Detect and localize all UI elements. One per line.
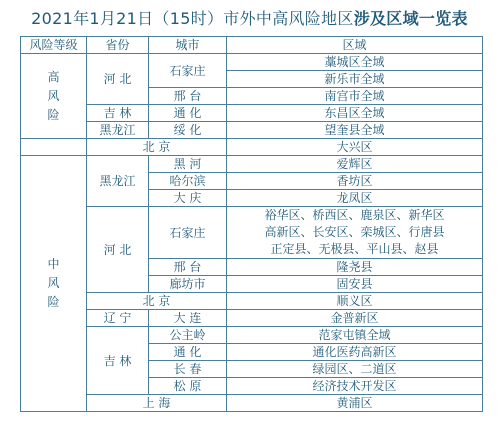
level-continuation-cell	[21, 139, 87, 156]
city-cell: 哈尔滨	[149, 173, 227, 190]
area-line: 高新区、长安区、栾城区、行唐县	[264, 225, 445, 239]
province-cell: 河 北	[87, 54, 149, 105]
area-cell: 黄浦区	[227, 395, 483, 412]
table-row	[21, 54, 483, 71]
title-prefix: 2021年1月21日（15时）市外中高风险地区	[31, 9, 354, 28]
table-row	[21, 293, 483, 310]
city-cell: 廊坊市	[149, 276, 227, 293]
city-cell: 长 春	[149, 361, 227, 378]
province-cell: 吉 林	[87, 105, 149, 122]
header-province: 省份	[87, 37, 149, 54]
city-cell: 黑 河	[149, 156, 227, 173]
province-cell: 黑龙江	[87, 122, 149, 139]
table-row	[21, 310, 483, 327]
table-row	[21, 207, 483, 259]
province-cell: 吉 林	[87, 327, 149, 395]
area-cell: 藁城区全域	[227, 54, 483, 71]
header-city: 城市	[149, 37, 227, 54]
province-cell: 黑龙江	[87, 156, 149, 207]
province-cell: 北 京	[87, 293, 227, 310]
title-suffix: 涉及区域一览表	[353, 9, 468, 28]
header-area: 区域	[227, 37, 483, 54]
area-cell: 经济技术开发区	[227, 378, 483, 395]
city-cell: 石家庄	[149, 207, 227, 259]
area-cell: 大兴区	[227, 139, 483, 156]
area-cell: 隆尧县	[227, 259, 483, 276]
province-cell: 北 京	[87, 139, 227, 156]
area-cell	[227, 207, 483, 259]
area-cell: 望奎县全域	[227, 122, 483, 139]
area-line: 正定县、无极县、平山县、赵县	[270, 242, 439, 256]
area-cell: 南宫市全域	[227, 88, 483, 105]
area-cell: 香坊区	[227, 173, 483, 190]
table-row	[21, 122, 483, 139]
area-cell: 金普新区	[227, 310, 483, 327]
city-cell: 邢 台	[149, 259, 227, 276]
area-cell: 东昌区全域	[227, 105, 483, 122]
area-cell: 范家屯镇全域	[227, 327, 483, 344]
table-row	[21, 327, 483, 344]
province-cell: 辽 宁	[87, 310, 149, 327]
high-risk-label: 高 风 险	[21, 54, 87, 139]
table-row	[21, 395, 483, 412]
city-cell: 通 化	[149, 344, 227, 361]
province-cell: 上 海	[87, 395, 227, 412]
table-row	[21, 156, 483, 173]
city-cell: 大 连	[149, 310, 227, 327]
city-cell: 大 庆	[149, 190, 227, 207]
medium-risk-label: 中 风 险	[21, 156, 87, 412]
risk-area-table	[20, 36, 483, 412]
area-cell: 通化医药高新区	[227, 344, 483, 361]
city-cell: 石家庄	[149, 54, 227, 88]
city-cell: 邢 台	[149, 88, 227, 105]
city-cell: 通 化	[149, 105, 227, 122]
area-cell: 顺义区	[227, 293, 483, 310]
city-cell: 公主岭	[149, 327, 227, 344]
header-level: 风险等级	[21, 37, 87, 54]
table-row	[21, 105, 483, 122]
province-cell: 河 北	[87, 207, 149, 293]
area-cell: 固安县	[227, 276, 483, 293]
area-cell: 绿园区、二道区	[227, 361, 483, 378]
page-title	[0, 4, 499, 34]
area-cell: 爱辉区	[227, 156, 483, 173]
city-cell: 松 原	[149, 378, 227, 395]
table-row	[21, 139, 483, 156]
header-row	[21, 37, 483, 54]
area-cell: 新乐市全域	[227, 71, 483, 88]
area-cell: 龙凤区	[227, 190, 483, 207]
area-line: 裕华区、桥西区、鹿泉区、新华区	[264, 208, 445, 222]
city-cell: 绥 化	[149, 122, 227, 139]
